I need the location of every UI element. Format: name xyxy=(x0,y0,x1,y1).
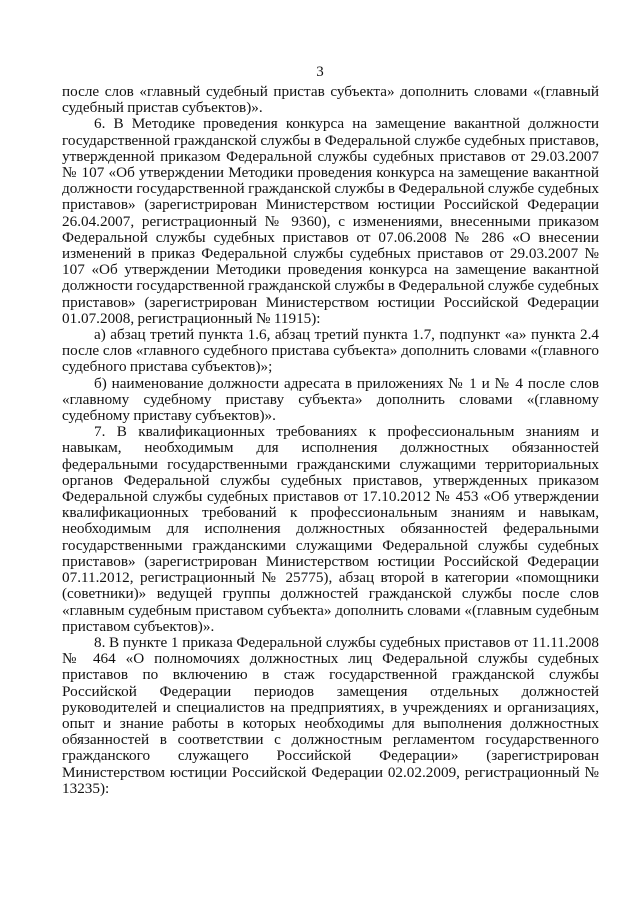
paragraph-item-8: 8. В пункте 1 приказа Федеральной службы судебных приставов от 11.11.2008 № 464 «О полномочиях должностных лиц Федеральной службы судебных приставов по включению в стаж государственной гражданской службы Российской Федерации периодов замещения отдельных должностей руководителей и специалистов на предприятиях, в учреждениях и организациях, опыт и знание работы в которых необходимы для выполнения должностных обязанностей в соответствии с должностным регламентом государственного гражданского служащего Российской Федерации» (зарегистрирован Министерством юстиции Российской Федерации 02.02.2009, регистрационный № 13235): xyxy=(62,633,599,797)
paragraph-item-7: 7. В квалификационных требованиях к профессиональным знаниям и навыкам, необходимым для исполнения должностных обязанностей федеральными государственными гражданскими служащими территориальных органов Федеральной службы судебных приставов, утвержденных приказом Федеральной службы судебных приставов от 17.10.2012 № 453 «Об утверждении квалификационных требований к профессиональным знаниям и навыкам, необходимым для исполнения должностных обязанностей федеральными государственными гражданскими служащими Федеральной службы судебных приставов» (зарегистрирован Министерством юстиции Российской Федерации 07.11.2012, регистрационный № 25775), абзац второй в категории «помощники (советники)» ведущей группы должностей гражданской службы после слов «главным судебным приставом субъекта» дополнить словами «(главным судебным приставом субъектов)». xyxy=(62,423,599,635)
paragraph-subitem-a: а) абзац третий пункта 1.6, абзац третий пункта 1.7, подпункт «а» пункта 2.4 после слов «главного судебного пристава субъекта» дополнить словами «(главного судебного пристава субъектов)»; xyxy=(62,326,599,376)
paragraph-subitem-b: б) наименование должности адресата в приложениях № 1 и № 4 после слов «главному судебному приставу субъекта» дополнить словами «(главному судебному приставу субъектов)». xyxy=(62,374,599,425)
document-body xyxy=(62,84,599,797)
paragraph-item-6: 6. В Методике проведения конкурса на замещение вакантной должности государственной гражданской службы в Федеральной службе судебных приставов, утвержденной приказом Федеральной службы судебных приставов от 29.03.2007 № 107 «Об утверждении Методики проведения конкурса на замещение вакантной должности государственной гражданской службы в Федеральной службе судебных приставов» (зарегистрирован Министерством юстиции Российской Федерации 26.04.2007, регистрационный № 9360), с изменениями, внесенными приказом Федеральной службы судебных приставов от 07.06.2008 № 286 «О внесении изменений в приказ Федеральной службы судебных приставов от 29.03.2007 № 107 «Об утверждении Методики проведения конкурса на замещение вакантной должности государственной гражданской службы в Федеральной службе судебных приставов» (зарегистрирован Министерством юстиции Российской Федерации 01.07.2008, регистрационный № 11915): xyxy=(62,115,599,327)
paragraph-continuation: после слов «главный судебный пристав субъекта» дополнить словами «(главный судебный пристав субъектов)». xyxy=(62,83,599,117)
page-number: 3 xyxy=(316,64,324,80)
